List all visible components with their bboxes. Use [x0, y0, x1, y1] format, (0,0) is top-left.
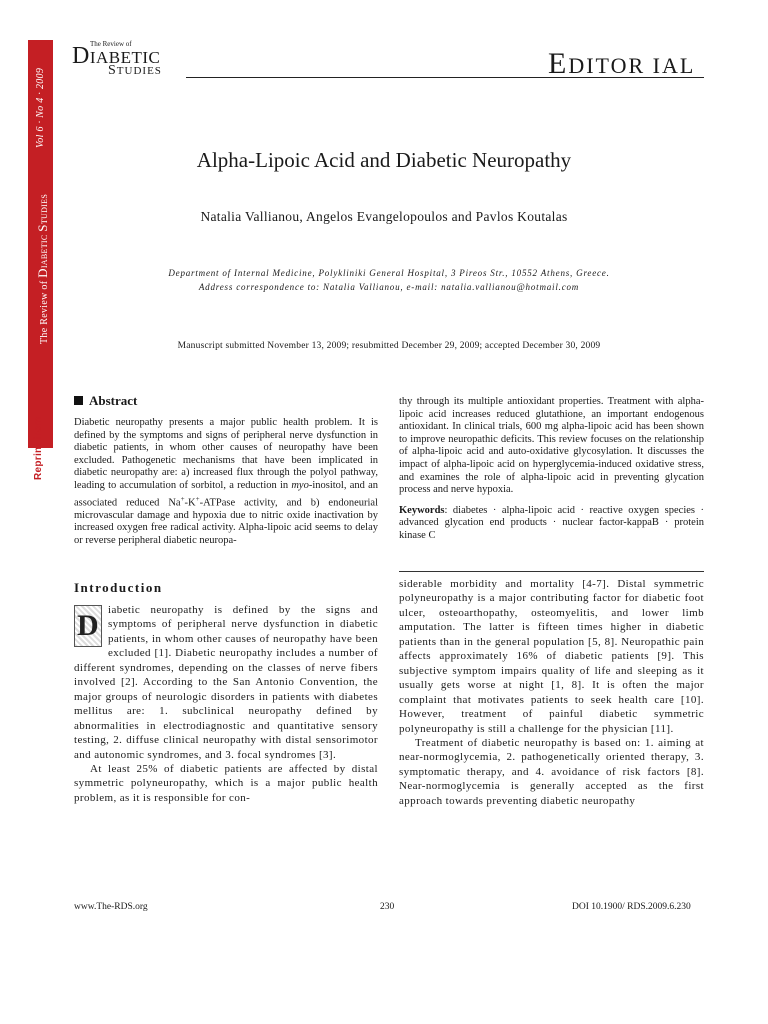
section-label: EDITOR IAL	[548, 47, 696, 80]
sidebar-text-area	[28, 52, 53, 352]
manuscript-dates: Manuscript submitted November 13, 2009; resubmitted December 29, 2009; accepted December 30, 2009	[177, 341, 601, 351]
intro-paragraph-1: D iabetic neuropathy is defined by the signs and symptoms of peripheral nerve dysfunction in diabetic patients, in whom other causes of neuropathy have been excluded [1]. Diabetic neuropathy includes a number of different syndromes, depending on the classes of nerve fibers involved [2]. According to the San Antonio Convention, the major groups of neurologic disorders in patients with diabetes mellitus are: 1. subclinical neuropathy defined by abnormalities in electrodiagnostic and quantitative sensory testing, 2. diffuse clinical neuropathy with distal sensorimotor and autonomic syndromes, and 3. focal syndromes [3].	[74, 604, 378, 761]
abstract-left-column: Diabetic neuropathy presents a major public health problem. It is defined by the symptoms and signs of peripheral nerve dysfunction in diabetic patients, in whom other causes of neuropathy have been excluded. Pathogenetic mechanisms that have been implicated in diabetic neuropathy are: a) increased flux through the polyol pathway, leading to accumulation of sorbitol, a reduction in myo-inositol, and an associated reduced Na+-K+-ATPase activity, and b) endoneurial microvascular damage and hypoxia due to nitric oxide inactivation by increased oxygen free radical activity. Alpha-lipoic acid seems to delay or reverse peripheral diabetic neuropa-	[74, 417, 378, 546]
keywords: Keywords: diabetes · alpha-lipoic acid · reactive oxygen species · advanced glycation end products · nuclear factor-kappaB · protein kinase C	[399, 504, 704, 541]
logo-studies: STUDIES	[108, 63, 162, 78]
logo-diabetic: DIABETIC	[72, 43, 161, 69]
footer-doi: DOI 10.1900/ RDS.2009.6.230	[572, 902, 691, 912]
introduction-right-column	[399, 577, 704, 808]
correspondence: Address correspondence to: Natalia Vallianou, e-mail: natalia.vallianou@hotmail.com	[198, 282, 580, 292]
intro-paragraph-2: At least 25% of diabetic patients are affected by distal symmetric polyneuropathy, which is a major public health problem, as it is responsible for con-	[74, 762, 378, 804]
article-title: Alpha-Lipoic Acid and Diabetic Neuropathy	[196, 148, 572, 172]
logo-review-of: The Review of	[90, 40, 132, 48]
introduction-left-column	[74, 603, 378, 805]
intro-paragraph-3: siderable morbidity and mortality [4-7]. Distal symmetric polyneuropathy is a major contributing factor for diabetic foot ulcer, osteoarthopathy, osteomyelitis, and lower limb amputation. The latter is fifteen times higher in diabetic patients than in the general population [5, 8]. Neuropathic pain affects approximately 16% of diabetic patients [9]. This subjective symptom impairs quality of life and sleeping as it usually gets worse at night [1, 8]. It is often the major complaint that motivates patients to seek health care [10]. However, treatment of painful diabetic symmetric polyneuropathy is still a challenge for the physician [11].	[399, 578, 704, 735]
sidebar-journal-name: The Review of DIABETIC STUDIES	[35, 193, 50, 344]
introduction-heading: Introduction	[74, 580, 163, 595]
footer-website: www.The-RDS.org	[74, 902, 148, 912]
dropcap: D	[74, 605, 102, 647]
abstract-continued: thy through its multiple antioxidant properties. Treatment with alpha-lipoic acid increases reduced glutathione, an important endogenous antioxidant. In clinical trials, 600 mg alpha-lipoic acid has been shown to improve neuropathic deficits. This review focuses on the relationship of alpha-lipoic acid and auto-oxidative glycosylation. It discusses the impact of alpha-lipoic acid on hyperglycemia-induced oxidative stress, and examines the role of alpha-lipoic acid in preventing glycation process and nerve hypoxia.	[399, 396, 704, 496]
reprint-label: Reprint from	[33, 416, 44, 480]
page-number: 230	[380, 902, 395, 912]
column-rule	[399, 571, 704, 572]
square-bullet-icon	[74, 396, 83, 405]
intro-paragraph-4: Treatment of diabetic neuropathy is based on: 1. aiming at near-normoglycemia, 2. pathogenetically oriented therapy, 3. symptomatic therapy, and 4. avoidance of risk factors [8]. Near-normoglycemia is generally accepted as the first approach towards preventing diabetic neuropathy	[399, 736, 704, 807]
volume-info: Vol 6 · No 4 · 2009	[35, 67, 46, 148]
abstract-heading: Abstract	[74, 393, 137, 409]
article-authors: Natalia Vallianou, Angelos Evangelopoulos and Pavlos Koutalas	[200, 209, 568, 224]
abstract-right-column	[399, 396, 704, 543]
affiliation: Department of Internal Medicine, Polykliniki General Hospital, 3 Pireos Str., 10552 Athens, Greece.	[168, 268, 610, 278]
